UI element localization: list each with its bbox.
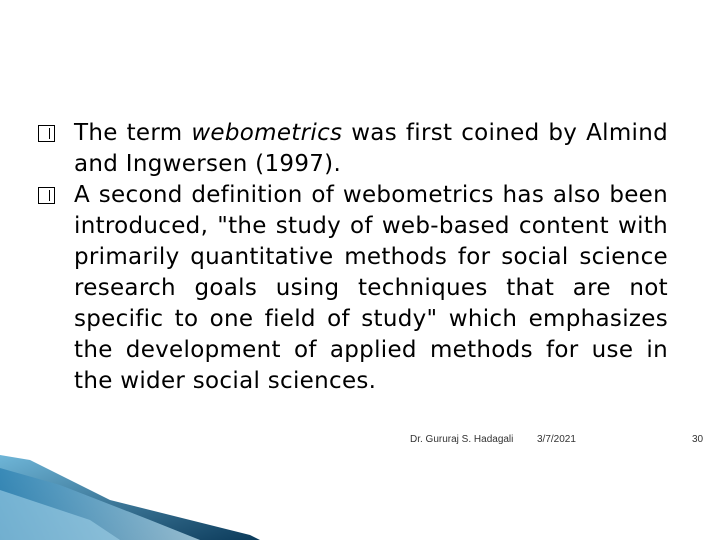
bullet-text-start: The term: [74, 120, 192, 146]
corner-decoration: [0, 450, 260, 540]
bullet-italic-term: webometrics: [191, 120, 343, 146]
bullet-text-end: was first coined by Almind and Ingwersen (1997).: [74, 120, 668, 177]
footer-author: Dr. Gururaj S. Hadagali: [410, 434, 514, 445]
square-bullet-icon: [38, 125, 55, 142]
square-bullet-icon: [38, 187, 55, 204]
slide-body: [38, 118, 668, 397]
bullet-text: A second definition of webometrics has also been introduced, "the study of web-based content with primarily quantitative methods for social science research goals using techniques that are not specific to one field of study" which emphasizes the development of applied methods for use in the wider social sciences.: [74, 182, 668, 394]
footer-date: 3/7/2021: [537, 434, 576, 445]
bullet-item: [38, 180, 668, 397]
footer-page-number: 30: [692, 434, 704, 445]
bullet-item: [38, 118, 668, 180]
